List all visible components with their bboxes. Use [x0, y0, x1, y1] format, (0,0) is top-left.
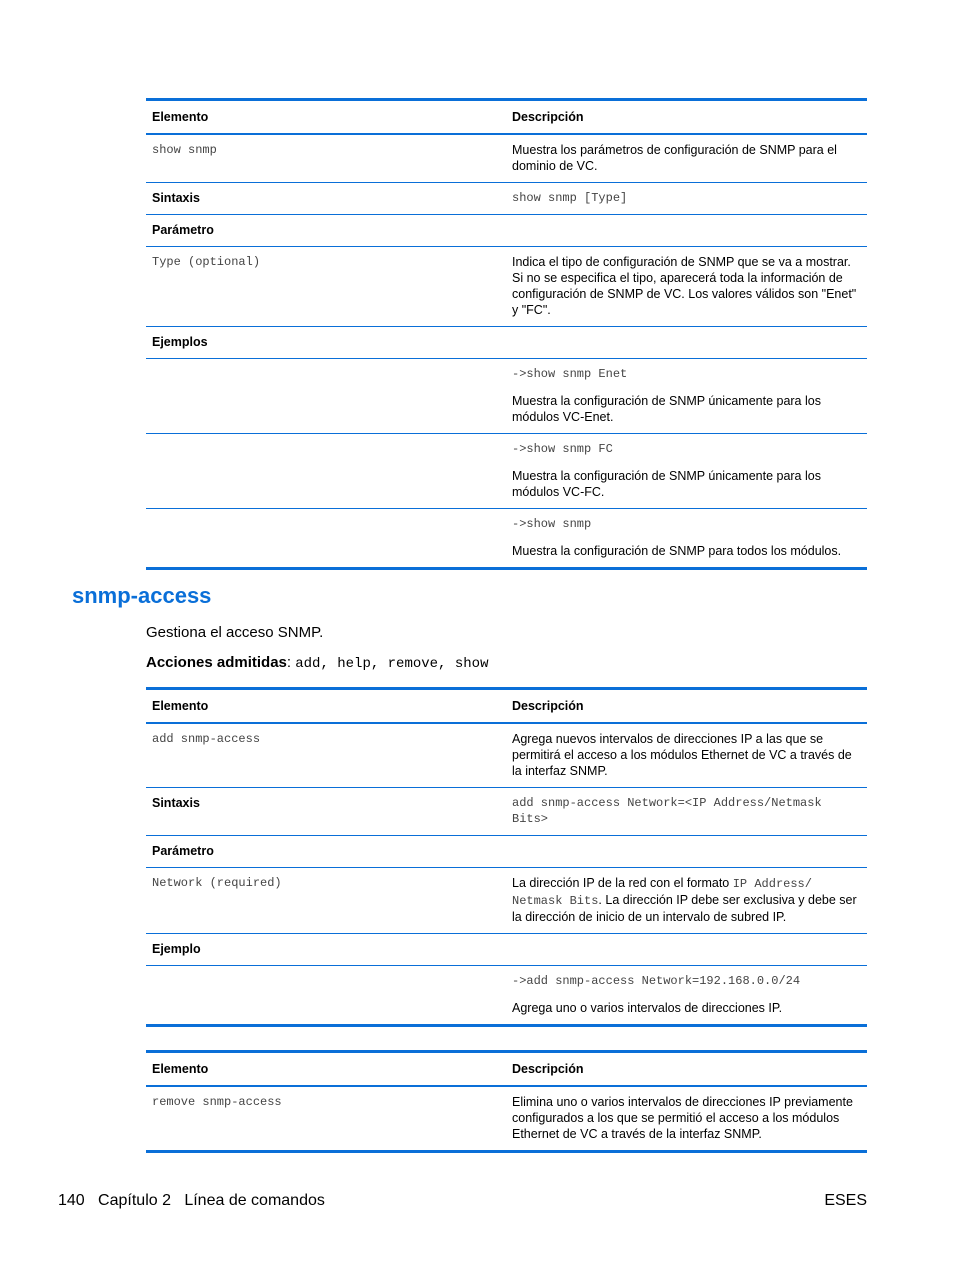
table-row: [146, 966, 867, 1026]
table-header-row: [146, 689, 867, 724]
table-row: [146, 723, 867, 788]
show-snmp-table: [146, 98, 867, 570]
item-code: show snmp: [146, 134, 506, 183]
table-row: [146, 183, 867, 215]
actions-label: Acciones admitidas: [146, 654, 287, 671]
table-header-row: [146, 1052, 867, 1087]
actions-list: add, help, remove, show: [295, 656, 489, 672]
table-row: [146, 359, 867, 434]
table-row: [146, 788, 867, 836]
example-cell: [506, 434, 867, 509]
example-code: ->show snmp Enet: [512, 367, 628, 381]
example-description: Muestra la configuración de SNMP únicamente para los módulos VC-FC.: [512, 469, 821, 499]
example-cell: [506, 966, 867, 1026]
section-intro: Gestiona el acceso SNMP.: [146, 624, 324, 641]
remove-snmp-access-table: [146, 1050, 867, 1153]
parameter-desc-code: IP Address/ Netmask Bits: [512, 877, 812, 908]
parameter-description: Indica el tipo de configuración de SNMP que se va a mostrar. Si no se especifica el tipo, aparecerá toda la información de configuración de SNMP de VC. Los valores válidos son "Enet" y "FC".: [506, 247, 867, 327]
header-description: Descripción: [512, 110, 584, 124]
parameter-description: [506, 868, 867, 934]
chapter-label: Capítulo 2: [98, 1192, 171, 1209]
table-row: [146, 434, 867, 509]
table-row: [146, 215, 867, 247]
header-element: Elemento: [152, 699, 209, 713]
header-description: Descripción: [512, 699, 584, 713]
syntax-code: add snmp-access Network=<IP Address/Netmask Bits>: [506, 788, 867, 836]
parameter-label: Parámetro: [146, 836, 506, 868]
item-description: Muestra los parámetros de configuración de SNMP para el dominio de VC.: [506, 134, 867, 183]
header-description: Descripción: [512, 1062, 584, 1076]
table-row: [146, 836, 867, 868]
section-title: snmp-access: [72, 583, 212, 608]
header-element: Elemento: [152, 110, 209, 124]
example-code: ->show snmp: [512, 517, 592, 531]
examples-label: Ejemplos: [146, 327, 506, 359]
add-snmp-access-table: [146, 687, 867, 1027]
table-row: [146, 134, 867, 183]
chapter-title: Línea de comandos: [184, 1192, 325, 1209]
header-element: Elemento: [152, 1062, 209, 1076]
table-row: [146, 1086, 867, 1152]
page-number: 140: [58, 1192, 85, 1209]
table-row: [146, 868, 867, 934]
parameter-desc-pre: La dirección IP de la red con el formato: [512, 876, 733, 890]
example-code: ->add snmp-access Network=192.168.0.0/24: [512, 974, 801, 988]
example-description: Muestra la configuración de SNMP únicamente para los módulos VC-Enet.: [512, 394, 821, 424]
supported-actions: Acciones admitidas: add, help, remove, show: [146, 654, 489, 672]
table-row: [146, 934, 867, 966]
table-header-row: [146, 100, 867, 135]
page-footer-right: ESES: [824, 1192, 867, 1209]
example-cell: [506, 509, 867, 569]
table-row: [146, 509, 867, 569]
parameter-desc-post: . La dirección IP debe ser exclusiva y debe ser la dirección de inicio de un intervalo de subred IP.: [512, 893, 857, 924]
item-description: Agrega nuevos intervalos de direcciones IP a las que se permitirá el acceso a los módulos Ethernet de VC a través de la interfaz SNMP.: [506, 723, 867, 788]
table-row: [146, 327, 867, 359]
item-code: add snmp-access: [146, 723, 506, 788]
example-code: ->show snmp FC: [512, 442, 613, 456]
example-description: Muestra la configuración de SNMP para todos los módulos.: [512, 544, 842, 558]
parameter-label: Parámetro: [146, 215, 506, 247]
example-cell: [506, 359, 867, 434]
syntax-code: show snmp [Type]: [506, 183, 867, 215]
example-description: Agrega uno o varios intervalos de direcciones IP.: [512, 1001, 783, 1015]
page-footer-left: [58, 1192, 325, 1210]
parameter-code: Type (optional): [146, 247, 506, 327]
parameter-code: Network (required): [146, 868, 506, 934]
item-code: remove snmp-access: [146, 1086, 506, 1152]
syntax-label: Sintaxis: [146, 788, 506, 836]
syntax-label: Sintaxis: [146, 183, 506, 215]
example-label: Ejemplo: [146, 934, 506, 966]
item-description: Elimina uno o varios intervalos de direcciones IP previamente configurados a los que se permitió el acceso a los módulos Ethernet de VC a través de la interfaz SNMP.: [506, 1086, 867, 1152]
table-row: [146, 247, 867, 327]
